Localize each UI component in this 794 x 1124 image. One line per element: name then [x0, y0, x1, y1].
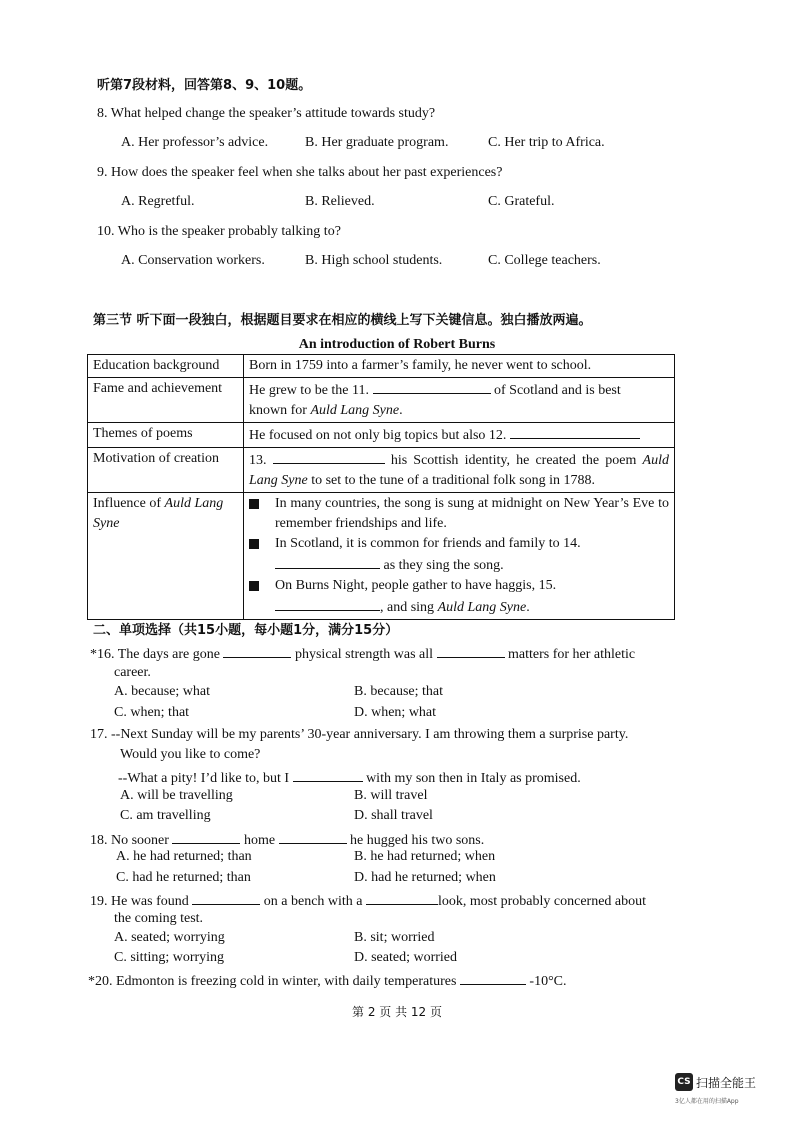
- q16-blank-1[interactable]: [223, 643, 291, 658]
- q18-option-a: A. he had returned; than: [116, 849, 252, 864]
- q18-blank-2[interactable]: [279, 829, 347, 844]
- q9-option-c: C. Grateful.: [488, 194, 555, 209]
- answer-blank-11[interactable]: [373, 379, 491, 394]
- q19-blank-1[interactable]: [192, 890, 260, 905]
- watermark-subtitle: 3亿人都在用的扫描App: [675, 1098, 739, 1105]
- q17-option-a: A. will be travelling: [120, 788, 233, 803]
- q19-text-mid: on a bench with a: [263, 894, 363, 909]
- row-label: Fame and achievement: [88, 378, 244, 423]
- bullet-text: In Scotland, it is common for friends and family to 14.: [275, 536, 581, 551]
- answer-blank-15[interactable]: [275, 596, 380, 611]
- row-content: [244, 423, 675, 448]
- q19-text-post: look, most probably concerned about: [438, 894, 647, 909]
- table-row: [88, 423, 675, 448]
- q19-stem-cont: the coming test.: [114, 911, 204, 926]
- q20-blank[interactable]: [460, 970, 526, 985]
- q16-text-mid: physical strength was all: [294, 647, 434, 662]
- q16-blank-2[interactable]: [437, 643, 505, 658]
- q17-line2: Would you like to come?: [120, 747, 261, 762]
- q18-option-d: D. had he returned; when: [354, 870, 496, 885]
- motivation-text-end: to set to the tune of a traditional folk song in 1788.: [311, 473, 596, 488]
- row-label: Education background: [88, 355, 244, 378]
- q16-stem: [90, 643, 635, 664]
- row-content: Born in 1759 into a farmer’s family, he never went to school.: [244, 355, 675, 378]
- q16-text-pre: *16. The days are gone: [90, 647, 220, 662]
- burns-info-table: [87, 354, 675, 620]
- motivation-text: his Scottish identity, he created the poem: [390, 453, 637, 468]
- q16-option-d: D. when; what: [354, 705, 437, 720]
- q16-option-c: C. when; that: [114, 705, 190, 720]
- q18-option-b: B. he had returned; when: [354, 849, 496, 864]
- listening-intro-7: 听第7段材料，回答第8、9、10题。: [97, 78, 312, 93]
- answer-blank-13[interactable]: [273, 449, 385, 464]
- q18-stem: [90, 829, 484, 850]
- q17-text-pre: --What a pity! I’d like to, but I: [118, 771, 290, 786]
- fame-text-line2: known for: [249, 403, 307, 418]
- poem-title: Auld Lang Syne: [310, 403, 400, 418]
- page-number: 第 2 页 共 12 页: [352, 1005, 442, 1019]
- q18-text-pre: 18. No sooner: [90, 833, 169, 848]
- watermark-name: 扫描全能王: [696, 1075, 757, 1090]
- bullet-item: [249, 576, 669, 618]
- q10-option-a: A. Conservation workers.: [121, 253, 265, 268]
- answer-blank-14[interactable]: [275, 554, 380, 569]
- table-title: An introduction of Robert Burns: [298, 337, 496, 352]
- q19-blank-2[interactable]: [366, 890, 438, 905]
- q19-option-a: A. seated; worrying: [114, 930, 225, 945]
- q9-stem: 9. How does the speaker feel when she talks about her past experiences?: [97, 165, 503, 180]
- table-row: [88, 448, 675, 493]
- q16-option-a: A. because; what: [114, 684, 211, 699]
- poem-title: Auld Lang Syne: [437, 600, 527, 615]
- scanner-watermark: [675, 1073, 756, 1091]
- section3-heading: 第三节 听下面一段独白，根据题目要求在相应的横线上写下关键信息。独白播放两遍。: [93, 313, 592, 328]
- bullet-text-end: as they sing the song.: [383, 558, 504, 573]
- q20-text-pre: *20. Edmonton is freezing cold in winter, with daily temperatures: [88, 974, 457, 989]
- q19-option-b: B. sit; worried: [354, 930, 435, 945]
- q8-option-b: B. Her graduate program.: [305, 135, 449, 150]
- q19-option-c: C. sitting; worrying: [114, 950, 225, 965]
- bullet-text-end: .: [526, 600, 530, 615]
- row-content: [244, 378, 675, 423]
- q9-option-b: B. Relieved.: [305, 194, 375, 209]
- themes-text: He focused on not only big topics but also 12.: [249, 428, 507, 443]
- poem-title: Auld Lang Syne: [249, 453, 669, 488]
- q8-option-a: A. Her professor’s advice.: [121, 135, 269, 150]
- q17-option-c: C. am travelling: [120, 808, 211, 823]
- poem-title: Auld Lang Syne: [93, 496, 224, 531]
- q16-stem-cont: career.: [114, 665, 151, 680]
- table-row: [88, 493, 675, 620]
- q19-stem: [90, 890, 646, 911]
- q9-option-a: A. Regretful.: [121, 194, 195, 209]
- q17-option-d: D. shall travel: [354, 808, 433, 823]
- table-row: [88, 355, 675, 378]
- row-content: [244, 448, 675, 493]
- q19-text-pre: 19. He was found: [90, 894, 189, 909]
- q17-line1: 17. --Next Sunday will be my parents’ 30-year anniversary. I am throwing them a surprise party.: [90, 727, 629, 742]
- bullet-text-mid: , and sing: [380, 600, 435, 615]
- row-label: Motivation of creation: [88, 448, 244, 493]
- bullet-text: In many countries, the song is sung at midnight on New Year’s Eve to remember friendships and life.: [275, 496, 669, 531]
- q18-text-mid: home: [243, 833, 276, 848]
- table-row: [88, 378, 675, 423]
- q18-text-post: he hugged his two sons.: [350, 833, 485, 848]
- motivation-number: 13.: [249, 453, 267, 468]
- q10-option-c: C. College teachers.: [488, 253, 601, 268]
- bullet-square-icon: [249, 499, 259, 509]
- row-content: [244, 493, 675, 620]
- part2-heading: 二、单项选择（共15小题，每小题1分，满分15分）: [93, 623, 399, 638]
- row-label: [88, 493, 244, 620]
- answer-blank-12[interactable]: [510, 424, 640, 439]
- influence-label: Influence of: [93, 496, 162, 511]
- q17-line3: [118, 767, 581, 788]
- q20-text-post: -10°C.: [529, 974, 567, 989]
- q10-option-b: B. High school students.: [305, 253, 443, 268]
- q17-option-b: B. will travel: [354, 788, 428, 803]
- q18-option-c: C. had he returned; than: [116, 870, 251, 885]
- bullet-item: [249, 494, 669, 534]
- q18-blank-1[interactable]: [172, 829, 240, 844]
- q20-stem: [88, 970, 567, 991]
- bullet-item: [249, 534, 669, 576]
- fame-text-post: of Scotland and is best: [494, 383, 621, 398]
- q16-text-post: matters for her athletic: [508, 647, 636, 662]
- q8-stem: 8. What helped change the speaker’s attitude towards study?: [97, 106, 436, 121]
- q17-text-post: with my son then in Italy as promised.: [366, 771, 581, 786]
- q8-option-c: C. Her trip to Africa.: [488, 135, 605, 150]
- q10-stem: 10. Who is the speaker probably talking to?: [97, 224, 341, 239]
- row-label: Themes of poems: [88, 423, 244, 448]
- fame-text-pre: He grew to be the 11.: [249, 383, 369, 398]
- fame-text-end: .: [399, 403, 403, 418]
- q17-blank[interactable]: [293, 767, 363, 782]
- q19-option-d: D. seated; worried: [354, 950, 458, 965]
- bullet-text: On Burns Night, people gather to have haggis, 15.: [275, 578, 557, 593]
- bullet-square-icon: [249, 581, 259, 591]
- bullet-square-icon: [249, 539, 259, 549]
- q16-option-b: B. because; that: [354, 684, 444, 699]
- camscanner-logo-icon: CS: [675, 1073, 693, 1091]
